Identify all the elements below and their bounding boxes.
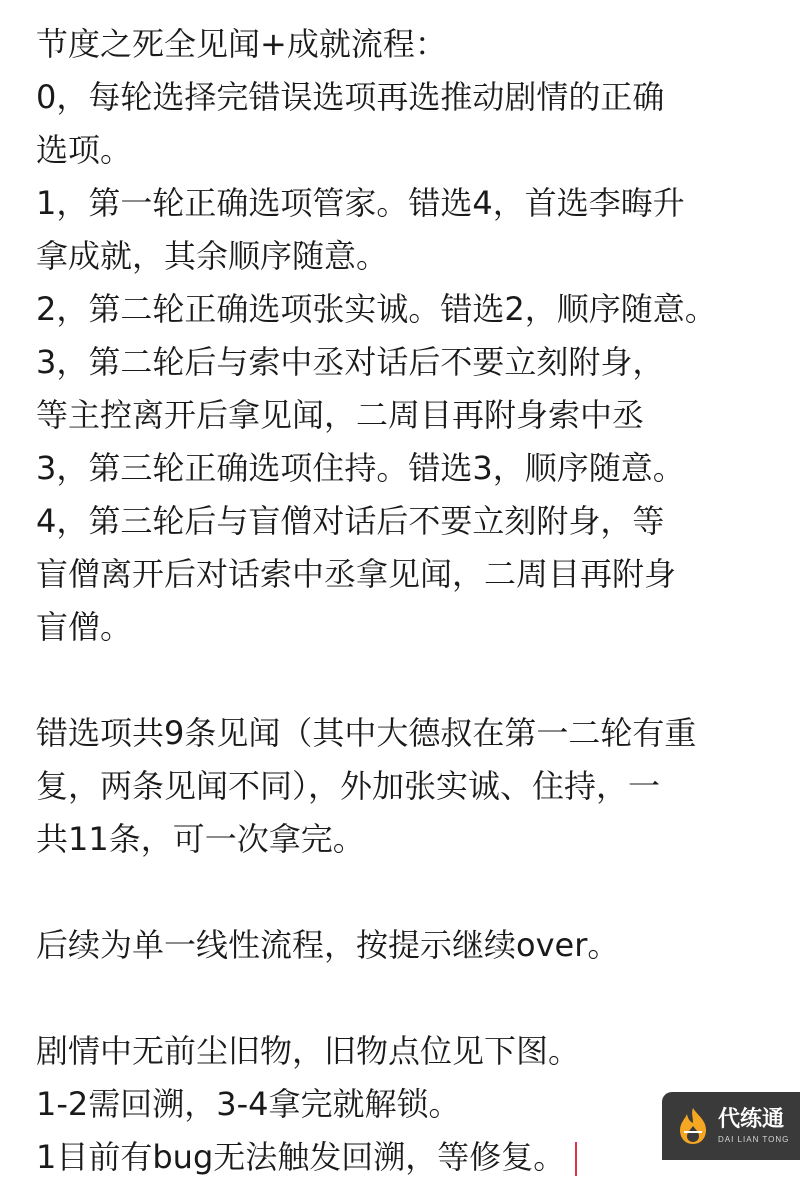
note-line: 复，两条见闻不同），外加张实诚、住持，一 [36, 767, 661, 805]
note-line: 错选项共9条见闻（其中大德叔在第一二轮有重 [36, 714, 697, 752]
watermark-logo [662, 1092, 800, 1160]
note-line: 0，每轮选择完错误选项再选推动剧情的正确 [36, 78, 665, 116]
flame-logo-icon [676, 1106, 710, 1146]
note-line: 后续为单一线性流程，按提示继续over。 [36, 926, 620, 964]
blank-line [36, 972, 776, 1025]
blank-line [36, 654, 776, 707]
note-content [36, 18, 776, 1184]
note-line: 盲僧。 [36, 608, 133, 646]
note-line: 2，第二轮正确选项张实诚。错选2，顺序随意。 [36, 290, 717, 328]
note-line: 1，第一轮正确选项管家。错选4，首选李晦升 [36, 184, 685, 222]
note-line: 3，第二轮后与索中丞对话后不要立刻附身， [36, 343, 665, 381]
note-line: 等主控离开后拿见闻，二周目再附身索中丞 [36, 396, 645, 434]
note-line: 拿成就，其余顺序随意。 [36, 237, 389, 275]
note-line: 1-2需回溯，3-4拿完就解锁。 [36, 1085, 461, 1123]
note-line: 选项。 [36, 131, 133, 169]
note-title: 节度之死全见闻+成就流程： [36, 25, 447, 63]
note-line: 共11条，可一次拿完。 [36, 820, 365, 858]
watermark-title: 代练通 [718, 1106, 785, 1132]
note-line-text: 1目前有bug无法触发回溯，等修复。 [36, 1138, 566, 1176]
blank-line [36, 866, 776, 919]
text-cursor [575, 1142, 577, 1176]
note-line: 4，第三轮后与盲僧对话后不要立刻附身，等 [36, 502, 665, 540]
watermark-subtitle: DAI LIAN TONG [718, 1134, 790, 1144]
note-line: 剧情中无前尘旧物，旧物点位见下图。 [36, 1032, 581, 1070]
note-line: 3，第三轮正确选项住持。错选3，顺序随意。 [36, 449, 685, 487]
note-line: 盲僧离开后对话索中丞拿见闻，二周目再附身 [36, 555, 677, 593]
